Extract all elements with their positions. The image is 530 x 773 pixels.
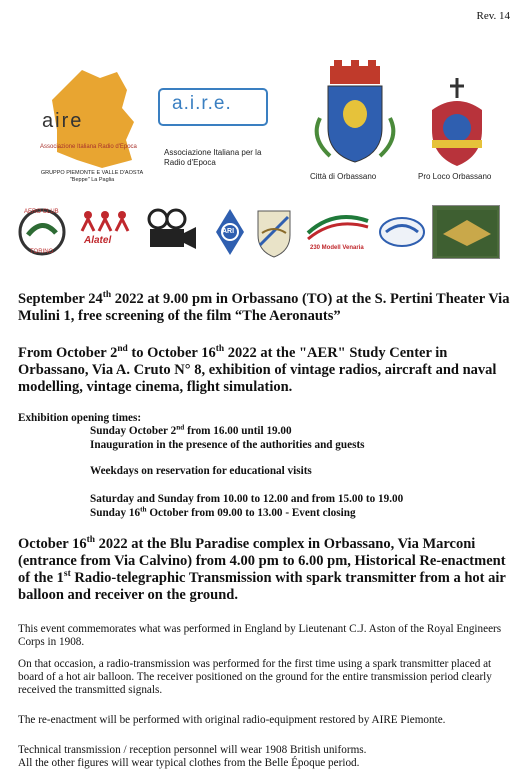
pro-loco-logo [412, 70, 522, 185]
orbassano-coat-of-arms [300, 58, 410, 183]
modelling-club-label: 230 Modell Venaria [310, 245, 364, 251]
aero-club-torino-logo [14, 205, 70, 259]
pro-loco-emblem-icon [412, 70, 502, 170]
opening-time-line-5: Sunday 16th October from 09.00 to 13.00 - Event closing [90, 505, 356, 519]
body-paragraph-2: On that occasion, a radio-transmission was performed for the first time using a spark transmitter placed at board of a hot air balloon. The receiver positioned on the ground for the entire transmission period clearly received the transmitted signals. [18, 658, 492, 696]
coat-of-arms-icon [300, 58, 410, 168]
ari-logo [214, 205, 246, 259]
shield-icon [252, 205, 296, 259]
aire-caption-3: "Beppe" La Paglia [69, 177, 115, 183]
wings-icon [378, 205, 426, 259]
orbassano-caption: Città di Orbassano [310, 172, 377, 181]
opening-time-line-2: Inauguration in the presence of the authorities and guests [90, 439, 365, 451]
body-paragraph-3: The re-enactment will be performed with original radio-equipment restored by AIRE Piemonte. [18, 714, 446, 726]
body-paragraph-4a: Technical transmission / reception personnel will wear 1908 British uniforms. [18, 744, 367, 756]
heraldic-shield-logo [252, 205, 296, 259]
alatel-logo [76, 205, 134, 259]
military-emblem-icon [433, 206, 501, 260]
opening-times-title: Exhibition opening times: [18, 412, 142, 424]
aire-caption-2: GRUPPO PIEMONTE E VALLE D'AOSTA [40, 170, 144, 176]
aire2-caption-1: Associazione Italiana per la [164, 148, 262, 157]
cinema-camera-logo [140, 205, 212, 259]
event-exhibition-heading: From October 2nd to October 16th 2022 at the "AER" Study Center in Orbassano, Via A. Cruto N° 8, exhibition of vintage radios, aircraft and naval modelling, vintage cinema, flight simulation. [18, 344, 497, 395]
wings-badge-logo [378, 205, 426, 259]
alatel-label: Alatel [84, 235, 112, 246]
modelling-club-logo [304, 205, 372, 259]
aire-wordmark: aire [42, 110, 84, 132]
body-paragraph-1: This event commemorates what was performed in England by Lieutenant C.J. Aston of the Royal Engineers Corps in 1908. [18, 623, 502, 648]
aero-club-label: AERO CLUB [24, 209, 59, 215]
aero-club-city: TORINO [30, 249, 54, 255]
aire-national-logo [158, 88, 278, 178]
aire-caption-1: Associazione Italiana Radio d'Epoca [40, 144, 137, 150]
opening-time-line-3: Weekdays on reservation for educational visits [90, 465, 312, 477]
pro-loco-caption: Pro Loco Orbassano [418, 172, 492, 181]
sponsor-logo-row [14, 205, 514, 261]
event-screening-heading: September 24th 2022 at 9.00 pm in Orbassano (TO) at the S. Pertini Theater Via Mulini 1, free screening of the film “The Aeronauts” [18, 290, 510, 324]
ari-label: ARI [222, 228, 235, 235]
swoosh-icon [304, 205, 372, 245]
film-camera-icon [140, 205, 212, 259]
event-reenactment-heading: October 16th 2022 at the Blu Paradise complex in Orbassano, Via Marconi (entrance from Via Calvino) from 4.00 pm to 6.00 pm, Historical Re-enactment of the 1st Radio-telegraphic Transmission with spark transmitter from a hot air balloon and receiver on the ground. [18, 535, 506, 603]
alatel-figures-icon [76, 205, 134, 235]
aire-piemonte-logo [22, 60, 162, 190]
aire2-wordmark: a.i.r.e. [172, 93, 232, 114]
revision-label: Rev. 14 [476, 10, 510, 22]
opening-time-line-4: Saturday and Sunday from 10.00 to 12.00 and from 15.00 to 19.00 [90, 493, 404, 505]
body-paragraph-4b: All the other figures will wear typical clothes from the Belle Époque period. [18, 757, 360, 769]
military-badge-logo [432, 205, 500, 259]
opening-time-line-1: Sunday October 2nd from 16.00 until 19.00 [90, 423, 292, 437]
aire2-caption-2: Radio d'Epoca [164, 158, 216, 167]
